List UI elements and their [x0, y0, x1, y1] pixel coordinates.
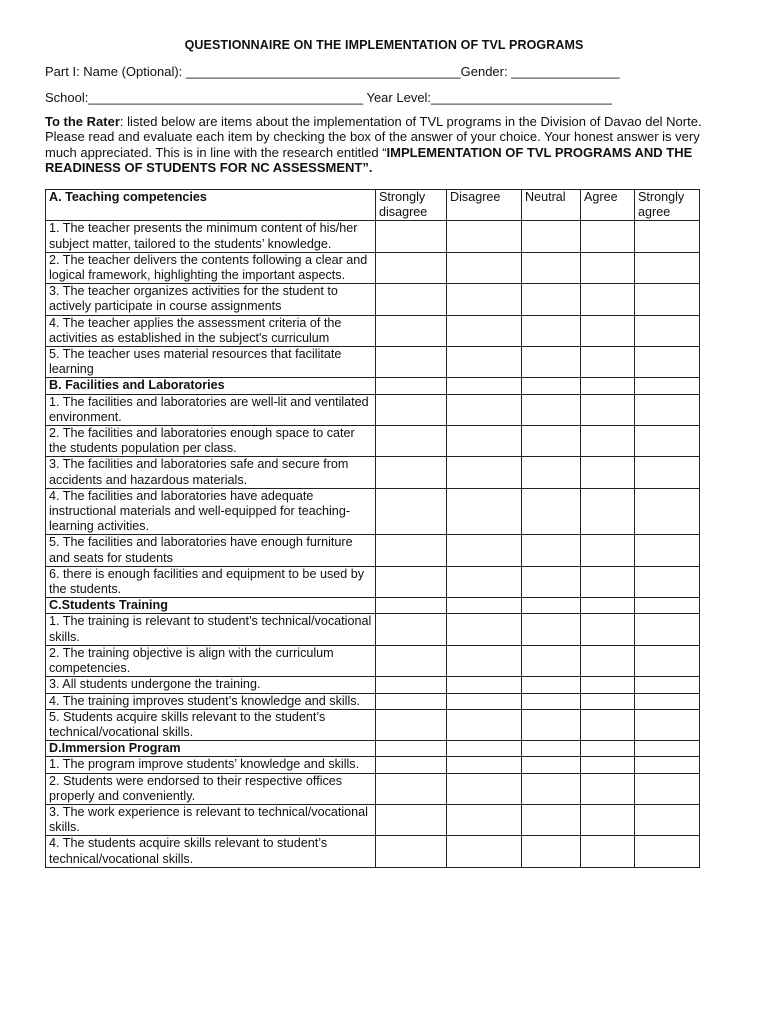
- table-row: [46, 426, 700, 457]
- rating-checkbox[interactable]: [376, 804, 447, 835]
- rating-checkbox[interactable]: [581, 426, 635, 457]
- rating-checkbox[interactable]: [376, 614, 447, 645]
- rating-checkbox[interactable]: [447, 804, 522, 835]
- rating-checkbox[interactable]: [376, 535, 447, 566]
- rating-checkbox[interactable]: [581, 535, 635, 566]
- school-year-line: School:______________________________________ Year Level:_________________________: [45, 90, 612, 105]
- rating-checkbox[interactable]: [635, 284, 700, 315]
- rating-checkbox[interactable]: [376, 598, 447, 614]
- column-header: Neutral: [522, 190, 581, 221]
- rating-checkbox[interactable]: [635, 645, 700, 676]
- section-row: [46, 741, 700, 757]
- rating-checkbox[interactable]: [447, 252, 522, 283]
- section-heading: C.Students Training: [46, 598, 376, 614]
- rating-checkbox[interactable]: [635, 426, 700, 457]
- rating-checkbox[interactable]: [635, 566, 700, 597]
- rating-checkbox[interactable]: [635, 677, 700, 693]
- rating-checkbox[interactable]: [447, 426, 522, 457]
- question-text: 4. The facilities and laboratories have adequate instructional materials and well-equipped for teaching-learning activities.: [46, 488, 376, 535]
- section-heading: B. Facilities and Laboratories: [46, 378, 376, 394]
- table-row: [46, 394, 700, 425]
- rating-checkbox[interactable]: [376, 315, 447, 346]
- rating-checkbox[interactable]: [376, 347, 447, 378]
- rating-checkbox[interactable]: [581, 347, 635, 378]
- rating-checkbox[interactable]: [376, 741, 447, 757]
- table-row: [46, 709, 700, 740]
- rating-checkbox[interactable]: [376, 566, 447, 597]
- rating-checkbox[interactable]: [447, 284, 522, 315]
- rating-checkbox[interactable]: [581, 804, 635, 835]
- question-text: 1. The facilities and laboratories are well-lit and ventilated environment.: [46, 394, 376, 425]
- section-row: [46, 378, 700, 394]
- rating-checkbox[interactable]: [635, 693, 700, 709]
- rating-checkbox[interactable]: [447, 221, 522, 252]
- rating-checkbox[interactable]: [635, 252, 700, 283]
- table-row: [46, 614, 700, 645]
- rating-checkbox[interactable]: [522, 457, 581, 488]
- rating-checkbox[interactable]: [522, 535, 581, 566]
- rating-checkbox[interactable]: [376, 645, 447, 676]
- rating-checkbox[interactable]: [447, 488, 522, 535]
- rating-checkbox[interactable]: [376, 284, 447, 315]
- table-row: [46, 535, 700, 566]
- rating-checkbox[interactable]: [447, 394, 522, 425]
- page-title: QUESTIONNAIRE ON THE IMPLEMENTATION OF TVL PROGRAMS: [184, 38, 584, 52]
- rating-checkbox[interactable]: [447, 757, 522, 773]
- rating-checkbox[interactable]: [376, 836, 447, 867]
- rating-checkbox[interactable]: [376, 221, 447, 252]
- question-text: 1. The teacher presents the minimum content of his/her subject matter, tailored to the students’ knowledge.: [46, 221, 376, 252]
- rating-checkbox[interactable]: [447, 645, 522, 676]
- rating-checkbox[interactable]: [581, 378, 635, 394]
- question-text: 3. The teacher organizes activities for the student to actively participate in course assignments: [46, 284, 376, 315]
- rating-table: [45, 189, 700, 868]
- table-row: [46, 347, 700, 378]
- question-text: 4. The teacher applies the assessment criteria of the activities as established in the subject's curriculum: [46, 315, 376, 346]
- rating-checkbox[interactable]: [635, 315, 700, 346]
- rating-checkbox[interactable]: [522, 488, 581, 535]
- rating-checkbox[interactable]: [376, 378, 447, 394]
- rating-checkbox[interactable]: [447, 598, 522, 614]
- rating-checkbox[interactable]: [376, 757, 447, 773]
- rating-checkbox[interactable]: [522, 566, 581, 597]
- rating-checkbox[interactable]: [376, 773, 447, 804]
- table-row: [46, 677, 700, 693]
- question-text: 1. The program improve students’ knowledge and skills.: [46, 757, 376, 773]
- column-header: Strongly disagree: [376, 190, 447, 221]
- rating-checkbox[interactable]: [581, 221, 635, 252]
- rating-checkbox[interactable]: [581, 614, 635, 645]
- rating-checkbox[interactable]: [581, 645, 635, 676]
- section-heading: A. Teaching competencies: [46, 190, 376, 221]
- rating-checkbox[interactable]: [635, 614, 700, 645]
- rating-checkbox[interactable]: [581, 693, 635, 709]
- table-row: [46, 315, 700, 346]
- rating-checkbox[interactable]: [376, 677, 447, 693]
- column-header: Disagree: [447, 190, 522, 221]
- rating-checkbox[interactable]: [447, 773, 522, 804]
- rating-checkbox[interactable]: [522, 598, 581, 614]
- rating-checkbox[interactable]: [447, 677, 522, 693]
- rating-checkbox[interactable]: [522, 741, 581, 757]
- rating-checkbox[interactable]: [522, 773, 581, 804]
- rating-checkbox[interactable]: [522, 693, 581, 709]
- rating-checkbox[interactable]: [522, 284, 581, 315]
- rating-checkbox[interactable]: [581, 488, 635, 535]
- rating-checkbox[interactable]: [522, 378, 581, 394]
- question-text: 5. The teacher uses material resources that facilitate learning: [46, 347, 376, 378]
- rating-checkbox[interactable]: [635, 709, 700, 740]
- rating-checkbox[interactable]: [522, 252, 581, 283]
- rating-checkbox[interactable]: [522, 757, 581, 773]
- table-row: [46, 457, 700, 488]
- rating-checkbox[interactable]: [522, 614, 581, 645]
- rating-checkbox[interactable]: [376, 457, 447, 488]
- rating-checkbox[interactable]: [635, 757, 700, 773]
- question-text: 3. The facilities and laboratories safe and secure from accidents and hazardous materials.: [46, 457, 376, 488]
- rating-checkbox[interactable]: [635, 773, 700, 804]
- rater-text: : listed below are items about the implementation of TVL programs in the Division of Davao del Norte. Please read and evaluate each item by checking the box of the answer of your choice. Your honest answer is very much appreciated. This is in line with the research entitled “: [45, 114, 702, 160]
- rating-checkbox[interactable]: [635, 488, 700, 535]
- section-row: [46, 598, 700, 614]
- question-text: 2. Students were endorsed to their respective offices properly and conveniently.: [46, 773, 376, 804]
- rating-checkbox[interactable]: [447, 535, 522, 566]
- rating-checkbox[interactable]: [635, 394, 700, 425]
- rating-checkbox[interactable]: [376, 426, 447, 457]
- rating-checkbox[interactable]: [635, 741, 700, 757]
- rating-checkbox[interactable]: [447, 693, 522, 709]
- rating-checkbox[interactable]: [447, 709, 522, 740]
- rating-checkbox[interactable]: [581, 252, 635, 283]
- rating-checkbox[interactable]: [522, 677, 581, 693]
- rating-checkbox[interactable]: [635, 457, 700, 488]
- rating-checkbox[interactable]: [522, 426, 581, 457]
- rating-checkbox[interactable]: [581, 709, 635, 740]
- rating-checkbox[interactable]: [447, 741, 522, 757]
- question-text: 2. The training objective is align with the curriculum competencies.: [46, 645, 376, 676]
- table-row: [46, 773, 700, 804]
- rating-checkbox[interactable]: [376, 488, 447, 535]
- table-row: [46, 836, 700, 867]
- research-title: IMPLEMENTATION OF TVL PROGRAMS AND THE READINESS OF STUDENTS FOR NC ASSESSMENT”.: [45, 144, 693, 175]
- rating-checkbox[interactable]: [635, 804, 700, 835]
- table-row: [46, 488, 700, 535]
- section-heading: D.Immersion Program: [46, 741, 376, 757]
- rating-checkbox[interactable]: [581, 315, 635, 346]
- question-text: 5. The facilities and laboratories have enough furniture and seats for students: [46, 535, 376, 566]
- question-text: 5. Students acquire skills relevant to the student’s technical/vocational skills.: [46, 709, 376, 740]
- table-row: [46, 566, 700, 597]
- table-row: [46, 645, 700, 676]
- rating-checkbox[interactable]: [522, 709, 581, 740]
- question-text: 3. The work experience is relevant to technical/vocational skills.: [46, 804, 376, 835]
- question-text: 4. The training improves student’s knowledge and skills.: [46, 693, 376, 709]
- rating-checkbox[interactable]: [635, 598, 700, 614]
- rating-checkbox[interactable]: [522, 394, 581, 425]
- question-text: 4. The students acquire skills relevant to student’s technical/vocational skills.: [46, 836, 376, 867]
- rating-checkbox[interactable]: [522, 347, 581, 378]
- rating-checkbox[interactable]: [635, 347, 700, 378]
- rating-checkbox[interactable]: [447, 614, 522, 645]
- rating-checkbox[interactable]: [522, 836, 581, 867]
- rating-checkbox[interactable]: [635, 836, 700, 867]
- table-row: [46, 284, 700, 315]
- rater-instructions: [45, 114, 725, 175]
- table-row: [46, 221, 700, 252]
- table-row: [46, 804, 700, 835]
- rating-checkbox[interactable]: [447, 836, 522, 867]
- rating-checkbox[interactable]: [581, 457, 635, 488]
- rating-checkbox[interactable]: [581, 677, 635, 693]
- question-text: 6. there is enough facilities and equipment to be used by the students.: [46, 566, 376, 597]
- question-text: 3. All students undergone the training.: [46, 677, 376, 693]
- rating-checkbox[interactable]: [635, 378, 700, 394]
- rating-checkbox[interactable]: [581, 394, 635, 425]
- rating-checkbox[interactable]: [376, 709, 447, 740]
- rating-checkbox[interactable]: [376, 394, 447, 425]
- rating-checkbox[interactable]: [522, 221, 581, 252]
- rating-checkbox[interactable]: [522, 315, 581, 346]
- question-text: 1. The training is relevant to student’s technical/vocational skills.: [46, 614, 376, 645]
- rating-checkbox[interactable]: [581, 284, 635, 315]
- rating-checkbox[interactable]: [447, 315, 522, 346]
- rating-checkbox[interactable]: [447, 378, 522, 394]
- name-gender-line: Part I: Name (Optional): ______________________________________Gender: _______________: [45, 64, 620, 79]
- rating-checkbox[interactable]: [447, 347, 522, 378]
- question-text: 2. The teacher delivers the contents following a clear and logical framework, highlighting the important aspects.: [46, 252, 376, 283]
- rating-checkbox[interactable]: [522, 804, 581, 835]
- rating-checkbox[interactable]: [376, 252, 447, 283]
- rating-checkbox[interactable]: [581, 598, 635, 614]
- table-row: [46, 693, 700, 709]
- table-row: [46, 252, 700, 283]
- section-row: [46, 190, 700, 221]
- rating-checkbox[interactable]: [376, 693, 447, 709]
- rating-checkbox[interactable]: [581, 566, 635, 597]
- rating-checkbox[interactable]: [581, 773, 635, 804]
- column-header: Agree: [581, 190, 635, 221]
- rating-checkbox[interactable]: [635, 221, 700, 252]
- rating-checkbox[interactable]: [522, 645, 581, 676]
- column-header: Strongly agree: [635, 190, 700, 221]
- rating-checkbox[interactable]: [581, 741, 635, 757]
- table-row: [46, 757, 700, 773]
- rater-label: To the Rater: [45, 114, 120, 129]
- rating-checkbox[interactable]: [581, 757, 635, 773]
- rating-checkbox[interactable]: [635, 535, 700, 566]
- rating-checkbox[interactable]: [581, 836, 635, 867]
- rating-checkbox[interactable]: [447, 566, 522, 597]
- rating-checkbox[interactable]: [447, 457, 522, 488]
- question-text: 2. The facilities and laboratories enough space to cater the students population per class.: [46, 426, 376, 457]
